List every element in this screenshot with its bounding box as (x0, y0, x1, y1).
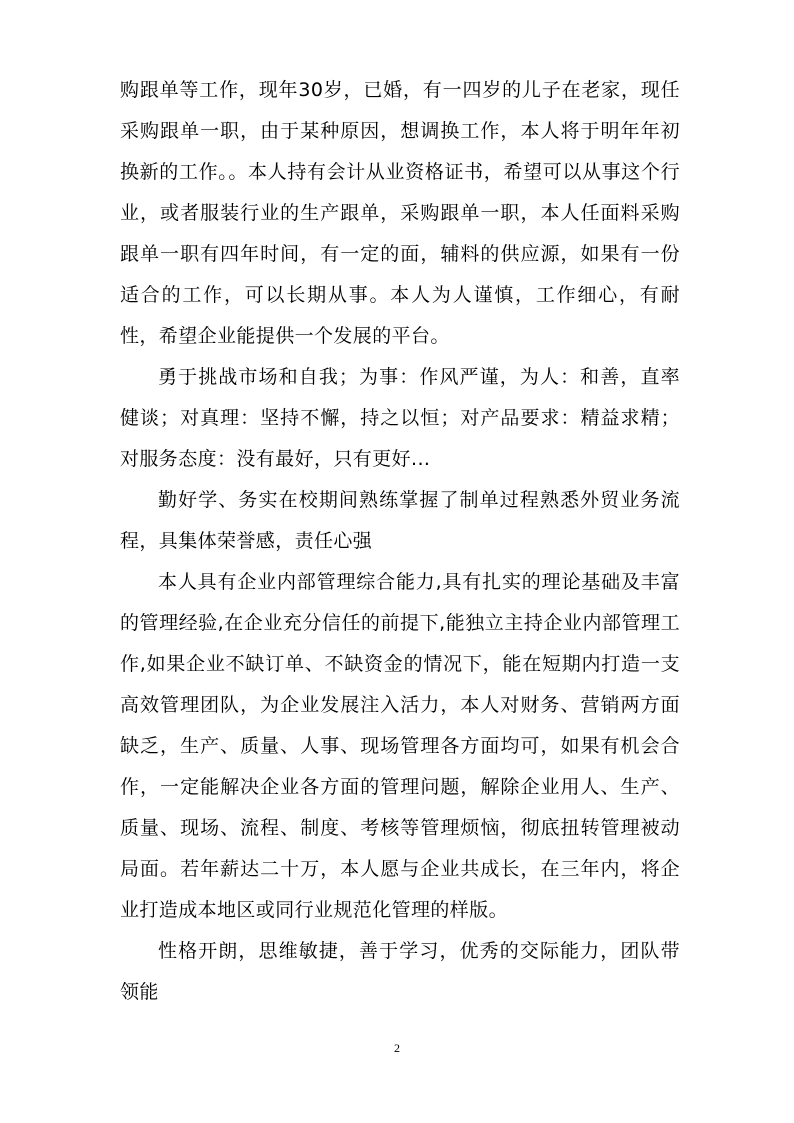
document-body (120, 70, 680, 1013)
paragraph-management: 本人具有企业内部管理综合能力,具有扎实的理论基础及丰富的管理经验,在企业充分信任的前提下,能独立主持企业内部管理工作,如果企业不缺订单、不缺资金的情况下，能在短期内打造一支高效管理团队，为企业发展注入活力，本人对财务、营销两方面缺乏，生产、质量、人事、现场管理各方面均可，如果有机会合作，一定能解决企业各方面的管理问题，解除企业用人、生产、质量、现场、流程、制度、考核等管理烦恼，彻底扭转管理被动局面。若年薪达二十万，本人愿与企业共成长，在三年内，将企业打造成本地区或同行业规范化管理的样版。 (120, 571, 680, 921)
paragraph-study: 勤好学、务实在校期间熟练掌握了制单过程熟悉外贸业务流程，具集体荣誉感，责任心强 (120, 489, 680, 552)
page-number: 2 (394, 1041, 400, 1055)
paragraph-personality: 性格开朗，思维敏捷，善于学习，优秀的交际能力，团队带领能 (120, 940, 680, 1003)
paragraph-work-history: 购跟单等工作，现年30岁，已婚，有一四岁的儿子在老家，现任采购跟单一职，由于某种原因，想调换工作，本人将于明年年初换新的工作。。本人持有会计从业资格证书，希望可以从事这个行业，或者服装行业的生产跟单，采购跟单一职，本人任面料采购跟单一职有四年时间，有一定的面，辅料的供应源，如果有一份适合的工作，可以长期从事。本人为人谨慎，工作细心，有耐性，希望企业能提供一个发展的平台。 (120, 79, 680, 347)
paragraph-attitude: 勇于挑战市场和自我；为事：作风严谨，为人：和善，直率健谈；对真理：坚持不懈，持之以恒；对产品要求：精益求精；对服务态度：没有最好，只有更好... (120, 366, 680, 470)
